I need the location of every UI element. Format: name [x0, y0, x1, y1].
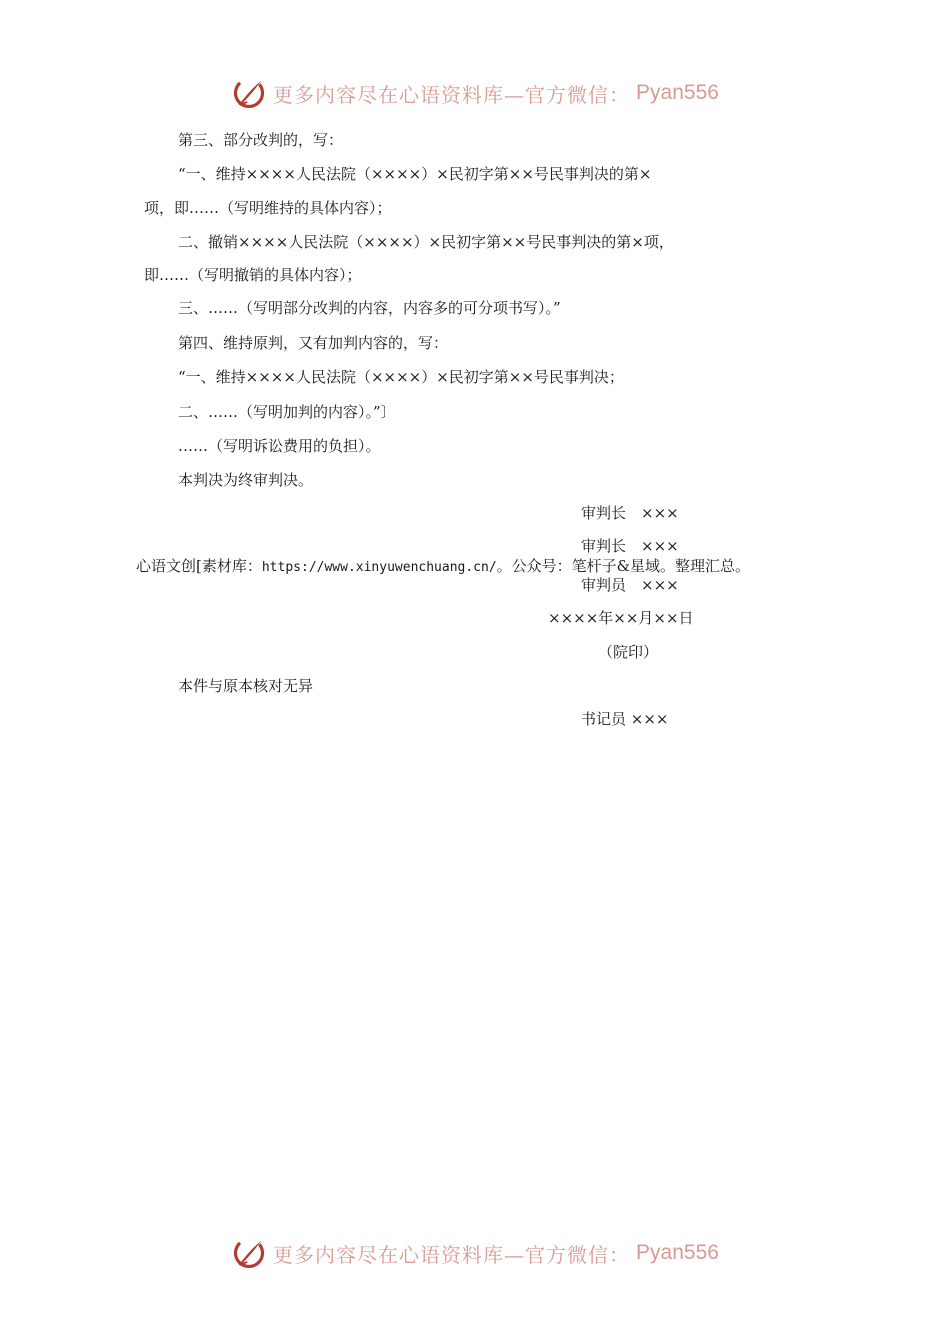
watermark-url: https://www.xinyuwenchuang.cn/: [261, 560, 497, 575]
body-line-11: 本判决为终审判决。: [178, 471, 314, 489]
signature-judge-3: 审判员 ×××: [581, 576, 679, 594]
bottom-banner-content: [231, 1235, 719, 1271]
top-banner-content: [231, 75, 719, 111]
court-seal: （院印）: [598, 643, 659, 661]
body-line-9: 二、……（写明加判的内容）。”〕: [178, 403, 396, 421]
signature-date: ××××年××月××日: [548, 609, 694, 627]
body-line-1: 第三、部分改判的，写：: [178, 131, 344, 149]
body-line-7: 第四、维持原判，又有加判内容的，写：: [178, 334, 449, 352]
body-line-3: 项，即……（写明维持的具体内容）；: [144, 199, 392, 217]
top-banner: [0, 73, 950, 113]
signature-clerk: 书记员 ×××: [581, 710, 669, 728]
banner-text: 更多内容尽在心语资料库—官方微信：: [273, 1242, 631, 1267]
banner-wechat-id: Pyan556: [636, 81, 719, 104]
bottom-banner: [0, 1233, 950, 1273]
watermark-suffix: 。公众号：笔杆子&星域。整理汇总。: [496, 557, 751, 575]
signature-judge-2: 审判长 ×××: [581, 537, 679, 555]
body-line-4: 二、撤销××××人民法院（××××）×民初字第××号民事判决的第×项，: [178, 233, 674, 251]
banner-text: 更多内容尽在心语资料库—官方微信：: [273, 82, 631, 107]
body-line-5: 即……（写明撤销的具体内容）；: [144, 266, 362, 284]
watermark-prefix: 心语文创[素材库：: [136, 557, 262, 575]
body-line-10: ……（写明诉讼费用的负担）。: [178, 437, 381, 455]
signature-chief-judge: 审判长 ×××: [581, 504, 679, 522]
verification-note: 本件与原本核对无异: [178, 677, 314, 695]
banner-wechat-id: Pyan556: [636, 1241, 719, 1264]
body-line-8: “一、维持××××人民法院（××××）×民初字第××号民事判决；: [178, 368, 624, 386]
body-line-6: 三、……（写明部分改判的内容，内容多的可分项书写）。”: [178, 299, 561, 317]
quill-logo-icon: [231, 75, 267, 111]
body-line-2: “一、维持××××人民法院（××××）×民初字第××号民事判决的第×: [178, 165, 652, 183]
quill-logo-icon: [231, 1235, 267, 1271]
